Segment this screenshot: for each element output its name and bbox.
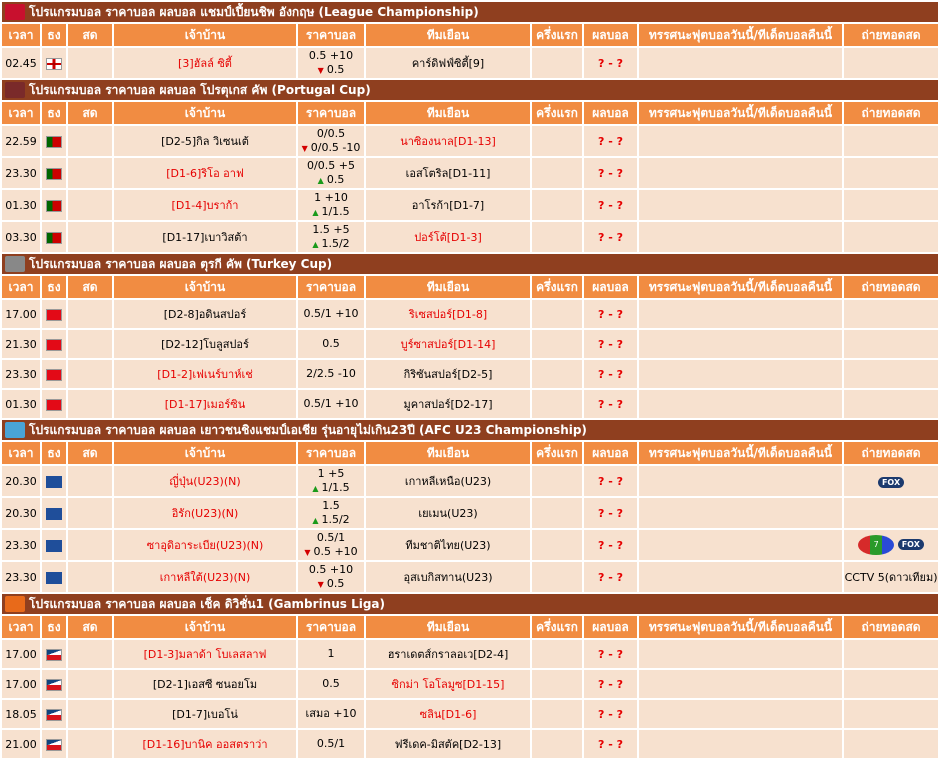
live-cell (68, 360, 112, 388)
league-header (2, 254, 938, 274)
odds-value: 1/1.5 (321, 480, 350, 494)
odds-cell (298, 158, 364, 188)
half-time-cell (532, 498, 582, 528)
score: ? - ? (584, 700, 637, 728)
column-header: เจ้าบ้าน (114, 24, 296, 46)
league-title[interactable]: โปรแกรมบอล ราคาบอล ผลบอล แชมป์เปี้ยนชิพ อังกฤษ (League Championship) (29, 4, 479, 19)
fox-sports-logo-icon[interactable]: FOX (878, 477, 904, 488)
away-team[interactable]: ปอร์โต้[D1-3] (366, 222, 530, 252)
tv-cell[interactable] (844, 158, 938, 188)
column-header: ผลบอล (584, 616, 637, 638)
analysis-cell[interactable] (639, 640, 842, 668)
portugal-flag-icon (46, 136, 62, 148)
analysis-cell[interactable] (639, 700, 842, 728)
home-team[interactable]: [D2-5]กิล วิเซนเต้ (114, 126, 296, 156)
arrow-up-icon: ▲ (312, 483, 319, 493)
analysis-cell[interactable] (639, 730, 842, 758)
away-team[interactable]: ฟรีเดค-มิสตัค[D2-13] (366, 730, 530, 758)
tv-cell[interactable] (844, 330, 938, 358)
turkey-flag-icon (46, 339, 62, 351)
column-header: ทีมเยือน (366, 616, 530, 638)
column-header: ธง (42, 102, 66, 124)
live-cell (68, 390, 112, 418)
score: ? - ? (584, 222, 637, 252)
home-team[interactable]: [D1-17]เบาวิสต้า (114, 222, 296, 252)
tv-cell[interactable] (844, 730, 938, 758)
league-header (2, 2, 938, 22)
away-team[interactable]: ทีมชาติไทย(U23) (366, 530, 530, 560)
odds-value: 0.5/1 +10 (303, 307, 359, 320)
column-header: ครึ่งแรก (532, 24, 582, 46)
tv-cell[interactable] (844, 190, 938, 220)
column-header: สด (68, 24, 112, 46)
channel7-logo-icon[interactable]: 7 (858, 535, 894, 555)
tv-cell[interactable] (844, 530, 938, 560)
column-header: ถ่ายทอดสด (844, 24, 938, 46)
away-team[interactable]: อาโรก้า[D1-7] (366, 190, 530, 220)
analysis-cell[interactable] (639, 390, 842, 418)
column-header: ทีมเยือน (366, 102, 530, 124)
odds-value: เสมอ +10 (305, 707, 357, 720)
analysis-cell[interactable] (639, 300, 842, 328)
column-header: เวลา (2, 102, 40, 124)
score: ? - ? (584, 670, 637, 698)
column-header: ทรรศนะฟุตบอลวันนี้/ทีเด็ดบอลคืนนี้ (639, 102, 842, 124)
odds-value: 1 +10 (314, 190, 348, 204)
half-time-cell (532, 190, 582, 220)
match-row (2, 390, 938, 418)
odds-value: 0.5 (322, 337, 340, 350)
match-row (2, 300, 938, 328)
score: ? - ? (584, 562, 637, 592)
odds-cell (298, 466, 364, 496)
home-team[interactable]: [D1-2]เฟเนร์บาห์เช่ (114, 360, 296, 388)
live-cell (68, 530, 112, 560)
match-row (2, 360, 938, 388)
column-header: ผลบอล (584, 102, 637, 124)
column-header: ธง (42, 276, 66, 298)
odds-value: 1.5 (322, 498, 340, 512)
match-row (2, 700, 938, 728)
odds-value: 0.5 (326, 172, 345, 186)
score: ? - ? (584, 466, 637, 496)
column-header-row (2, 24, 938, 46)
live-cell (68, 300, 112, 328)
match-time: 17.00 (2, 300, 40, 328)
analysis-cell[interactable] (639, 466, 842, 496)
home-team[interactable]: ซาอุดิอาระเบีย(U23)(N) (114, 530, 296, 560)
analysis-cell[interactable] (639, 222, 842, 252)
live-cell (68, 670, 112, 698)
column-header: ครึ่งแรก (532, 102, 582, 124)
column-header: ทรรศนะฟุตบอลวันนี้/ทีเด็ดบอลคืนนี้ (639, 616, 842, 638)
analysis-cell[interactable] (639, 360, 842, 388)
match-time: 17.00 (2, 640, 40, 668)
match-time: 17.00 (2, 670, 40, 698)
column-header: สด (68, 616, 112, 638)
odds-value: 1 (327, 647, 335, 660)
half-time-cell (532, 300, 582, 328)
home-team[interactable]: [D1-17]เมอร์ซิน (114, 390, 296, 418)
analysis-cell[interactable] (639, 48, 842, 78)
live-cell (68, 222, 112, 252)
odds-cell (298, 530, 364, 560)
fifa-icon (46, 476, 62, 488)
column-header: ผลบอล (584, 276, 637, 298)
score: ? - ? (584, 158, 637, 188)
column-header: ถ่ายทอดสด (844, 276, 938, 298)
column-header-row (2, 276, 938, 298)
match-row (2, 640, 938, 668)
odds-value: 0.5 (322, 677, 340, 690)
championship-logo-icon (5, 4, 25, 20)
analysis-cell[interactable] (639, 670, 842, 698)
tv-cell[interactable] (844, 498, 938, 528)
czech-flag-icon (46, 709, 62, 721)
match-row (2, 330, 938, 358)
column-header: ทรรศนะฟุตบอลวันนี้/ทีเด็ดบอลคืนนี้ (639, 442, 842, 464)
match-time: 23.30 (2, 158, 40, 188)
column-header: ผลบอล (584, 24, 637, 46)
arrow-up-icon: ▲ (317, 175, 324, 185)
arrow-up-icon: ▲ (312, 515, 319, 525)
away-team[interactable]: มูคาสปอร์[D2-17] (366, 390, 530, 418)
cctv-label: CCTV 5(ดาวเทียม) (844, 570, 938, 584)
half-time-cell (532, 48, 582, 78)
score: ? - ? (584, 190, 637, 220)
column-header: ครึ่งแรก (532, 616, 582, 638)
odds-cell (298, 640, 364, 668)
column-header: ธง (42, 442, 66, 464)
live-cell (68, 190, 112, 220)
away-team[interactable]: นาซิองนาล[D1-13] (366, 126, 530, 156)
arrow-down-icon: ▼ (304, 547, 311, 557)
tv-cell[interactable] (844, 360, 938, 388)
half-time-cell (532, 670, 582, 698)
match-row (2, 466, 938, 496)
tv-cell[interactable] (844, 640, 938, 668)
away-team[interactable]: คาร์ดิฟฟ์ซิตี้[9] (366, 48, 530, 78)
odds-cell (298, 222, 364, 252)
analysis-cell[interactable] (639, 126, 842, 156)
odds-cell (298, 390, 364, 418)
half-time-cell (532, 730, 582, 758)
arrow-down-icon: ▼ (317, 65, 324, 75)
czech-flag-icon (46, 679, 62, 691)
home-team[interactable]: [D2-8]อดินสปอร์ (114, 300, 296, 328)
score: ? - ? (584, 730, 637, 758)
tv-cell[interactable] (844, 670, 938, 698)
half-time-cell (532, 390, 582, 418)
column-header-row (2, 442, 938, 464)
fox-sports-logo-icon[interactable]: FOX (898, 539, 924, 550)
match-time: 23.30 (2, 562, 40, 592)
analysis-cell[interactable] (639, 158, 842, 188)
match-time: 18.05 (2, 700, 40, 728)
odds-value: 0.5 (326, 62, 345, 76)
tv-cell[interactable] (844, 126, 938, 156)
home-team[interactable]: [D1-4]บราก้า (114, 190, 296, 220)
odds-cell (298, 360, 364, 388)
home-team[interactable]: [D2-12]โบลูสปอร์ (114, 330, 296, 358)
away-team[interactable]: บูร์ซาสปอร์[D1-14] (366, 330, 530, 358)
half-time-cell (532, 222, 582, 252)
odds-value: 0.5 (326, 576, 345, 590)
column-header: ราคาบอล (298, 616, 364, 638)
half-time-cell (532, 360, 582, 388)
column-header: ราคาบอล (298, 276, 364, 298)
match-time: 20.30 (2, 498, 40, 528)
portugal-flag-icon (46, 168, 62, 180)
away-team[interactable]: ริเซสปอร์[D1-8] (366, 300, 530, 328)
column-header: เวลา (2, 616, 40, 638)
away-team[interactable]: ซิกม่า โอโลมูซ[D1-15] (366, 670, 530, 698)
match-row (2, 48, 938, 78)
odds-value: 0.5/1 (316, 737, 346, 750)
live-cell (68, 498, 112, 528)
live-cell (68, 126, 112, 156)
match-row (2, 562, 938, 592)
odds-value: 0.5 +10 (313, 544, 358, 558)
home-team[interactable]: [D1-7]เบอโน่ (114, 700, 296, 728)
fifa-icon (46, 540, 62, 552)
home-team[interactable]: [D1-3]มลาด้า โบเลสลาฟ (114, 640, 296, 668)
odds-value: 1.5/2 (321, 236, 350, 250)
odds-cell (298, 300, 364, 328)
portugal-flag-icon (46, 232, 62, 244)
half-time-cell (532, 530, 582, 560)
half-time-cell (532, 158, 582, 188)
column-header: เจ้าบ้าน (114, 102, 296, 124)
tv-cell[interactable] (844, 300, 938, 328)
odds-value: 0.5 +10 (308, 48, 354, 62)
odds-cell (298, 498, 364, 528)
match-time: 01.30 (2, 190, 40, 220)
fifa-icon (46, 508, 62, 520)
column-header: สด (68, 442, 112, 464)
home-team[interactable]: [D1-6]ริโอ อาฟ (114, 158, 296, 188)
column-header: สด (68, 102, 112, 124)
match-row (2, 190, 938, 220)
home-team[interactable]: เกาหลีใต้(U23)(N) (114, 562, 296, 592)
arrow-down-icon: ▼ (301, 143, 308, 153)
live-cell (68, 562, 112, 592)
tv-cell[interactable] (844, 48, 938, 78)
live-cell (68, 330, 112, 358)
half-time-cell (532, 330, 582, 358)
column-header: เวลา (2, 276, 40, 298)
odds-value: 1 +5 (317, 466, 345, 480)
odds-cell (298, 190, 364, 220)
match-time: 23.30 (2, 530, 40, 560)
away-team[interactable]: อุสเบกิสทาน(U23) (366, 562, 530, 592)
gambrinus-logo-icon (5, 596, 25, 612)
column-header: ถ่ายทอดสด (844, 616, 938, 638)
odds-cell (298, 670, 364, 698)
score: ? - ? (584, 126, 637, 156)
away-team[interactable]: กิริซันสปอร์[D2-5] (366, 360, 530, 388)
column-header: ทีมเยือน (366, 24, 530, 46)
match-row (2, 530, 938, 560)
away-team[interactable]: ซลิน[D1-6] (366, 700, 530, 728)
match-time: 02.45 (2, 48, 40, 78)
analysis-cell[interactable] (639, 562, 842, 592)
odds-value: 0.5 +10 (308, 562, 354, 576)
column-header: ทีมเยือน (366, 442, 530, 464)
home-team[interactable]: [D1-16]บานิค ออสตราว่า (114, 730, 296, 758)
league-title[interactable]: โปรแกรมบอล ราคาบอล ผลบอล เยาวชนชิงแชมป์เอเชีย รุ่นอายุไม่เกิน23ปี (AFC U23 Championship) (29, 422, 587, 437)
column-header-row (2, 616, 938, 638)
analysis-cell[interactable] (639, 190, 842, 220)
odds-value: 1.5/2 (321, 512, 350, 526)
live-cell (68, 158, 112, 188)
column-header-row (2, 102, 938, 124)
match-row (2, 126, 938, 156)
match-time: 21.00 (2, 730, 40, 758)
analysis-cell[interactable] (639, 498, 842, 528)
tv-cell[interactable] (844, 562, 938, 592)
afc-logo-icon (5, 422, 25, 438)
column-header: เจ้าบ้าน (114, 442, 296, 464)
score: ? - ? (584, 48, 637, 78)
column-header: เวลา (2, 24, 40, 46)
half-time-cell (532, 466, 582, 496)
league-header (2, 80, 938, 100)
match-row (2, 222, 938, 252)
odds-value: 2/2.5 -10 (306, 367, 356, 380)
odds-cell (298, 700, 364, 728)
home-team[interactable]: อิรัก(U23)(N) (114, 498, 296, 528)
score: ? - ? (584, 360, 637, 388)
column-header: ทีมเยือน (366, 276, 530, 298)
match-time: 20.30 (2, 466, 40, 496)
arrow-up-icon: ▲ (312, 207, 319, 217)
column-header: ถ่ายทอดสด (844, 102, 938, 124)
column-header: ราคาบอล (298, 24, 364, 46)
tv-cell[interactable] (844, 390, 938, 418)
tv-cell[interactable] (844, 700, 938, 728)
league-title[interactable]: โปรแกรมบอล ราคาบอล ผลบอล โปรตุเกส คัพ (Portugal Cup) (29, 82, 371, 97)
league-header (2, 594, 938, 614)
column-header: เจ้าบ้าน (114, 616, 296, 638)
score: ? - ? (584, 498, 637, 528)
column-header: ธง (42, 616, 66, 638)
half-time-cell (532, 640, 582, 668)
match-row (2, 670, 938, 698)
match-time: 23.30 (2, 360, 40, 388)
portugal-cup-icon (5, 82, 25, 98)
home-team[interactable]: [D2-1]เอสซี ซนอยโม (114, 670, 296, 698)
odds-value: 0/0.5 -10 (310, 140, 361, 154)
analysis-cell[interactable] (639, 530, 842, 560)
england-flag-icon (46, 58, 62, 70)
odds-value: 0.5/1 (316, 530, 346, 544)
column-header: ถ่ายทอดสด (844, 442, 938, 464)
match-time: 03.30 (2, 222, 40, 252)
home-team[interactable]: ญี่ปุ่น(U23)(N) (114, 466, 296, 496)
column-header: ราคาบอล (298, 442, 364, 464)
fifa-icon (46, 572, 62, 584)
odds-cell (298, 48, 364, 78)
column-header: เจ้าบ้าน (114, 276, 296, 298)
match-row (2, 158, 938, 188)
odds-value: 1/1.5 (321, 204, 350, 218)
tv-cell[interactable] (844, 466, 938, 496)
league-header (2, 420, 938, 440)
odds-value: 0.5/1 +10 (303, 397, 359, 410)
column-header: ทรรศนะฟุตบอลวันนี้/ทีเด็ดบอลคืนนี้ (639, 24, 842, 46)
czech-flag-icon (46, 649, 62, 661)
column-header: ผลบอล (584, 442, 637, 464)
league-title[interactable]: โปรแกรมบอล ราคาบอล ผลบอล เช็ค ดิวิชั่น1 (Gambrinus Liga) (29, 596, 386, 611)
column-header: ครึ่งแรก (532, 276, 582, 298)
match-time: 22.59 (2, 126, 40, 156)
live-cell (68, 640, 112, 668)
away-team[interactable]: เกาหลีเหนือ(U23) (366, 466, 530, 496)
match-time: 01.30 (2, 390, 40, 418)
match-time: 21.30 (2, 330, 40, 358)
away-team[interactable]: ฮราเดตส์กราลอเว[D2-4] (366, 640, 530, 668)
odds-value: 0/0.5 (316, 126, 346, 140)
column-header: ครึ่งแรก (532, 442, 582, 464)
score: ? - ? (584, 390, 637, 418)
odds-cell (298, 126, 364, 156)
odds-value: 0/0.5 +5 (307, 158, 355, 172)
score: ? - ? (584, 330, 637, 358)
score: ? - ? (584, 530, 637, 560)
turkey-flag-icon (46, 309, 62, 321)
column-header: สด (68, 276, 112, 298)
match-row (2, 730, 938, 758)
away-team[interactable]: เอสโตริล[D1-11] (366, 158, 530, 188)
league-title[interactable]: โปรแกรมบอล ราคาบอล ผลบอล ตุรกี คัพ (Turkey Cup) (29, 256, 333, 271)
live-cell (68, 700, 112, 728)
arrow-down-icon: ▼ (317, 579, 324, 589)
away-team[interactable]: เยเมน(U23) (366, 498, 530, 528)
half-time-cell (532, 126, 582, 156)
match-row (2, 498, 938, 528)
turkey-flag-icon (46, 399, 62, 411)
live-cell (68, 730, 112, 758)
analysis-cell[interactable] (639, 330, 842, 358)
score: ? - ? (584, 300, 637, 328)
half-time-cell (532, 700, 582, 728)
odds-cell (298, 562, 364, 592)
turkey-flag-icon (46, 369, 62, 381)
column-header: เวลา (2, 442, 40, 464)
tv-cell[interactable] (844, 222, 938, 252)
column-header: ธง (42, 24, 66, 46)
live-cell (68, 48, 112, 78)
column-header: ทรรศนะฟุตบอลวันนี้/ทีเด็ดบอลคืนนี้ (639, 276, 842, 298)
turkey-cup-icon (5, 256, 25, 272)
portugal-flag-icon (46, 200, 62, 212)
home-team[interactable]: [3]ฮัลล์ ซิตี้ (114, 48, 296, 78)
column-header: ราคาบอล (298, 102, 364, 124)
odds-cell (298, 730, 364, 758)
odds-cell (298, 330, 364, 358)
live-cell (68, 466, 112, 496)
odds-value: 1.5 +5 (312, 222, 350, 236)
score: ? - ? (584, 640, 637, 668)
arrow-up-icon: ▲ (312, 239, 319, 249)
half-time-cell (532, 562, 582, 592)
